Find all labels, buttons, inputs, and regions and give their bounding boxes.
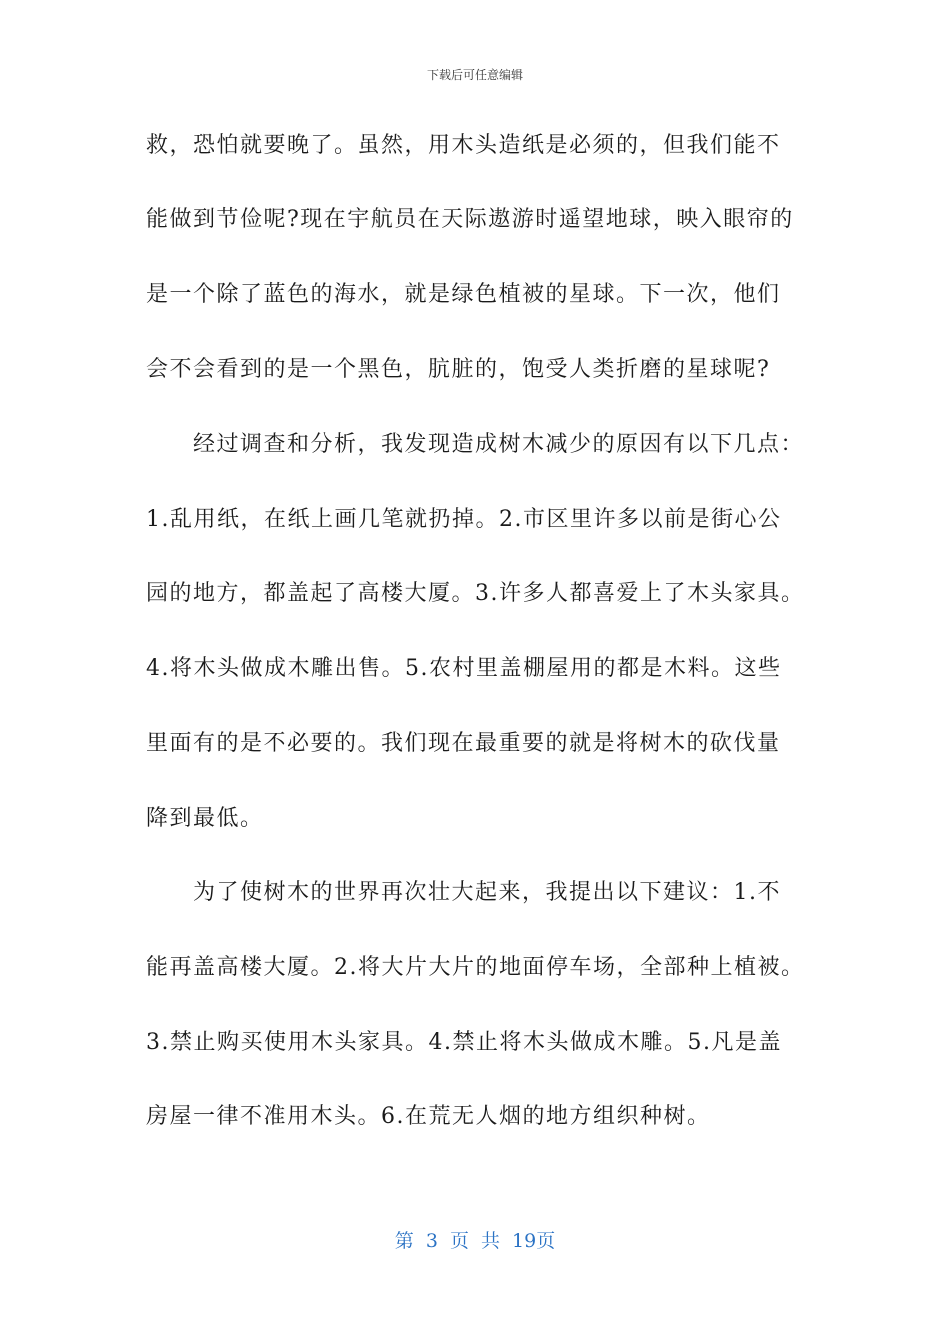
- text-line: 是一个除了蓝色的海水，就是绿色植被的星球。下一次，他们: [146, 282, 781, 307]
- page-footer: 第 3 页 共 19页: [394, 1230, 556, 1252]
- text-line: 救，恐怕就要晚了。虽然，用木头造纸是必须的，但我们能不: [146, 133, 781, 158]
- text-line: 园的地方，都盖起了高楼大厦。3.许多人都喜爱上了木头家具。: [146, 581, 805, 606]
- text-line: 房屋一律不准用木头。6.在荒无人烟的地方组织种树。: [146, 1104, 711, 1129]
- text-line: 降到最低。: [146, 806, 264, 831]
- paragraph-start-line: 为了使树木的世界再次壮大起来，我提出以下建议：1.不: [193, 880, 781, 905]
- text-line: 1.乱用纸，在纸上画几笔就扔掉。2.市区里许多以前是街心公: [146, 507, 782, 532]
- text-line: 3.禁止购买使用木头家具。4.禁止将木头做成木雕。5.凡是盖: [146, 1030, 782, 1055]
- text-line: 能做到节俭呢?现在宇航员在天际遨游时遥望地球，映入眼帘的: [146, 207, 794, 232]
- text-line: 里面有的是不必要的。我们现在最重要的就是将树木的砍伐量: [146, 731, 781, 756]
- page-header: 下载后可任意编辑: [426, 68, 523, 82]
- text-line: 能再盖高楼大厦。2.将大片大片的地面停车场，全部种上植被。: [146, 955, 805, 980]
- paragraph-start-line: 经过调查和分析，我发现造成树木减少的原因有以下几点：: [193, 432, 805, 457]
- text-line: 4.将木头做成木雕出售。5.农村里盖棚屋用的都是木料。这些: [146, 656, 782, 681]
- text-line: 会不会看到的是一个黑色，肮脏的，饱受人类折磨的星球呢?: [146, 357, 771, 382]
